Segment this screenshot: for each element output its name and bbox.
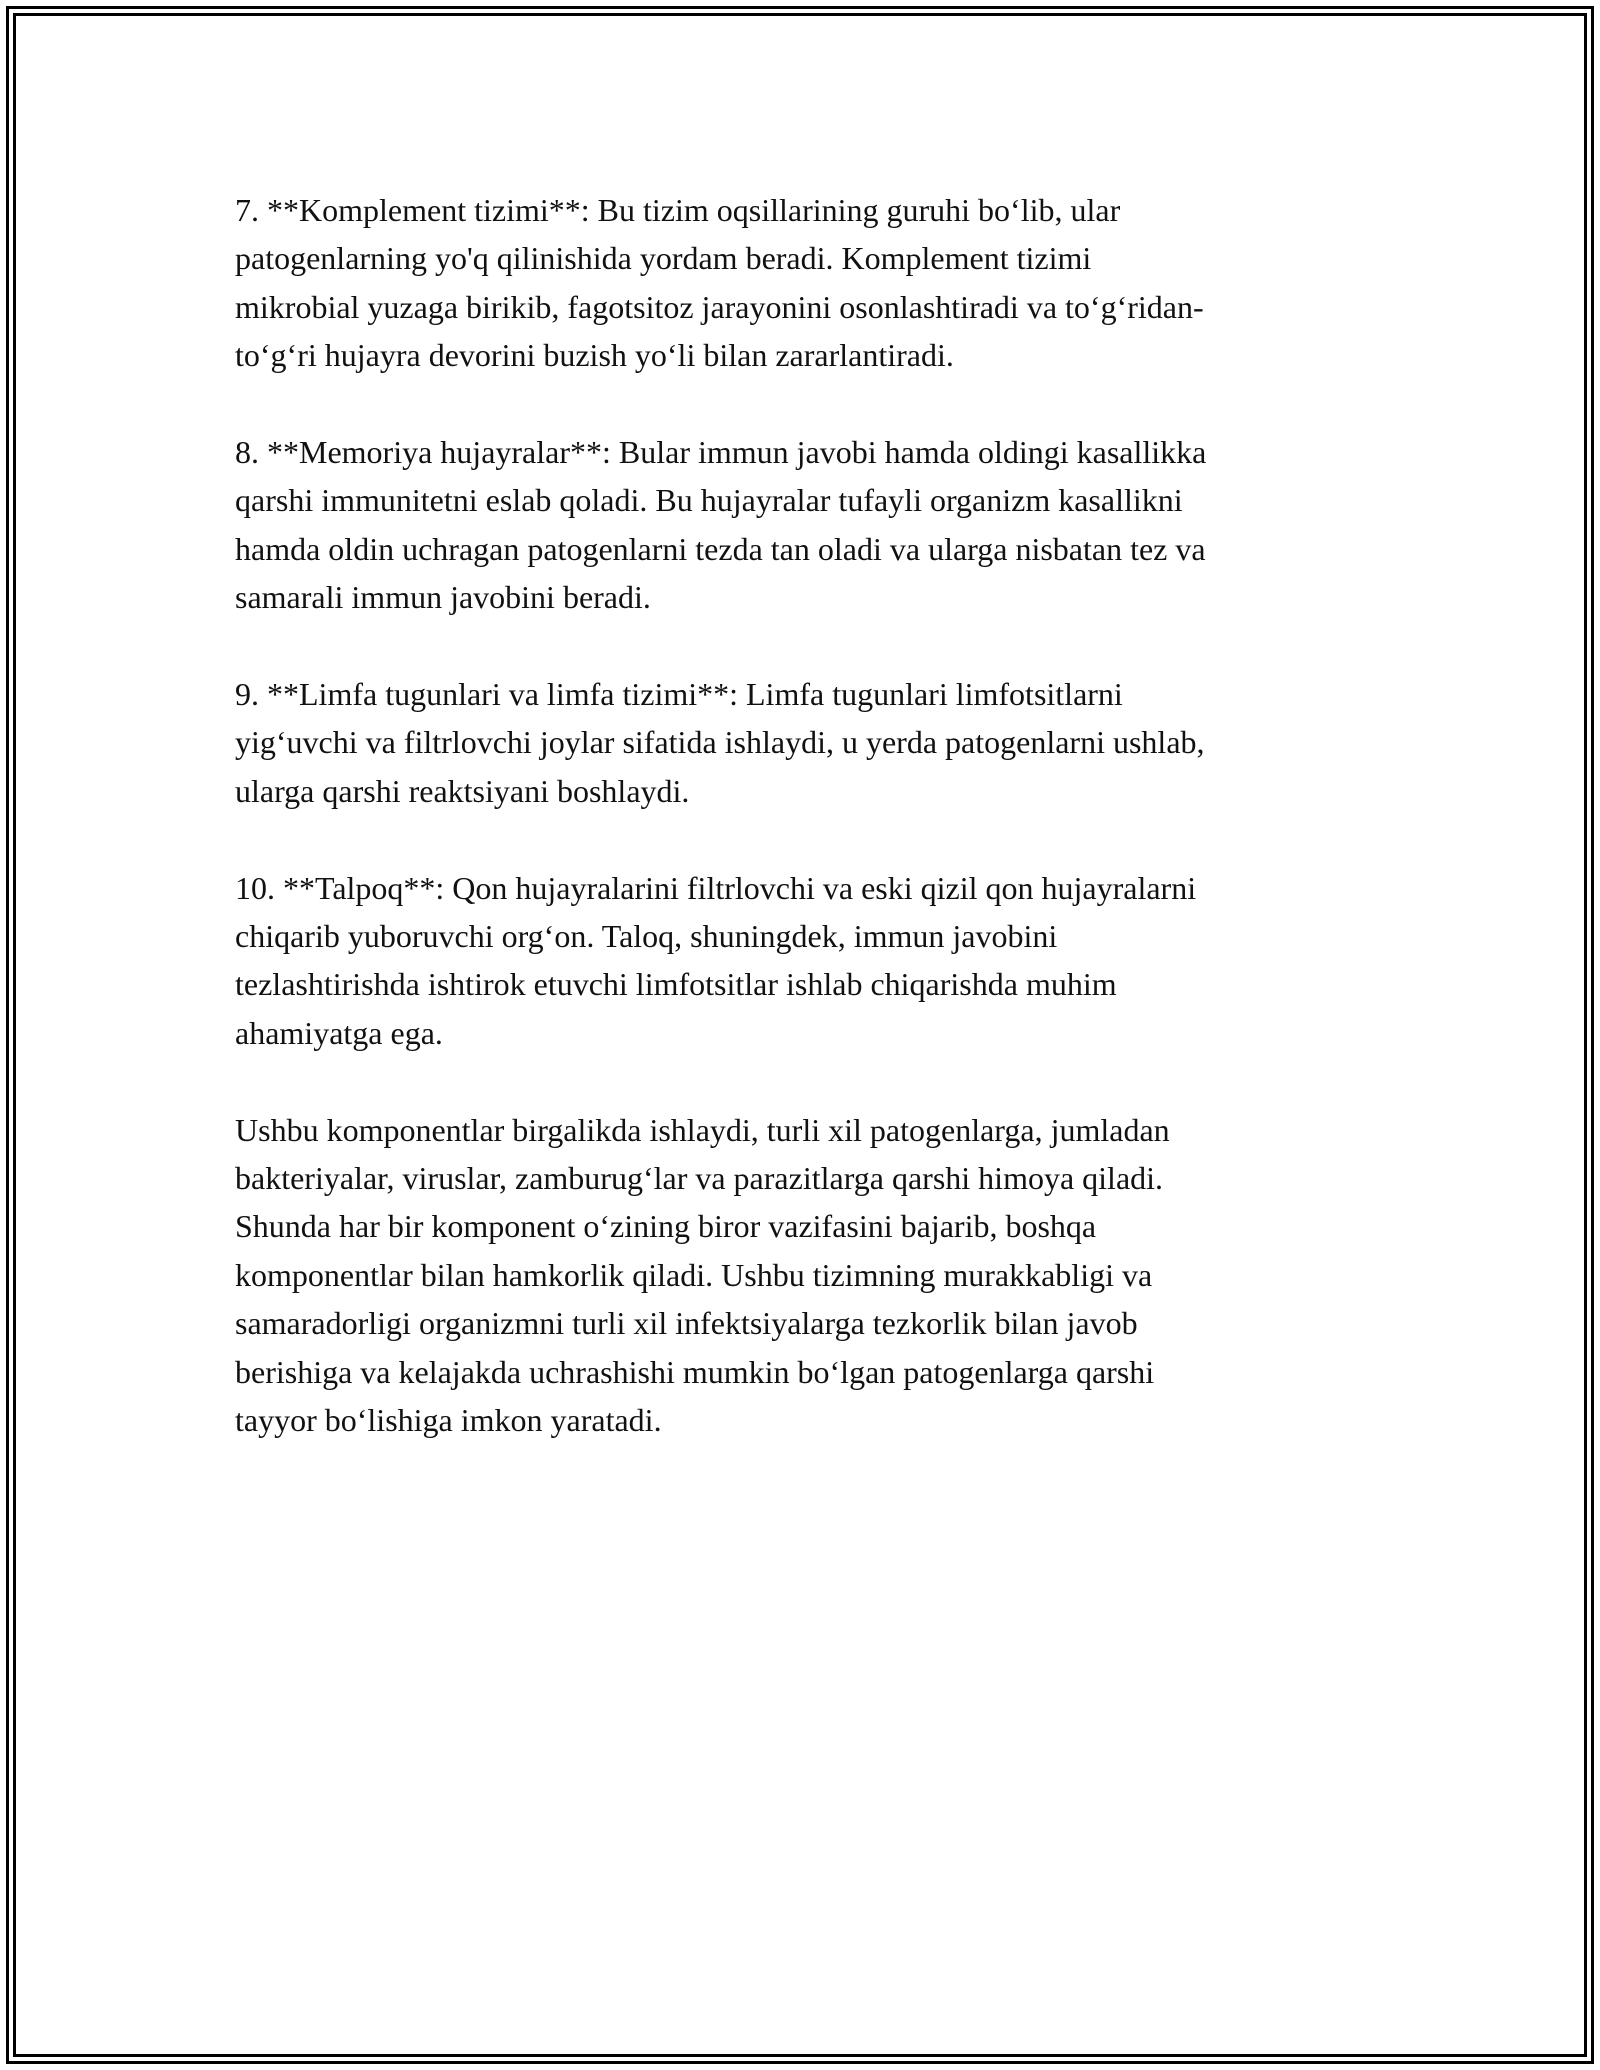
paragraph-summary (235, 1106, 1365, 1445)
text-line: ularga qarshi reaktsiyani boshlaydi. (235, 772, 690, 809)
paragraph-komplement-tizimi (235, 186, 1365, 380)
text-line: tayyor bo‘lishiga imkon yaratadi. (235, 1402, 662, 1439)
text-line: bakteriyalar, viruslar, zamburug‘lar va parazitlarga qarshi himoya qiladi. (235, 1160, 1164, 1197)
text-line: samaradorligi organizmni turli xil infektsiyalarga tezkorlik bilan javob (235, 1305, 1138, 1342)
text-line: komponentlar bilan hamkorlik qiladi. Ushbu tizimning murakkabligi va (235, 1256, 1153, 1293)
document-body (235, 186, 1365, 1445)
text-line: Shunda har bir komponent o‘zining biror vazifasini bajarib, boshqa (235, 1208, 1097, 1245)
text-line: mikrobial yuzaga birikib, fagotsitoz jarayonini osonlashtiradi va to‘g‘ridan- (235, 288, 1204, 325)
text-line: tezlashtirishda ishtirok etuvchi limfotsitlar ishlab chiqarishda muhim (235, 966, 1117, 1003)
text-line: qarshi immunitetni eslab qoladi. Bu hujayralar tufayli organizm kasallikni (235, 482, 1183, 519)
text-line: ahamiyatga ega. (235, 1014, 443, 1051)
text-line: Ushbu komponentlar birgalikda ishlaydi, turli xil patogenlarga, jumladan (235, 1111, 1170, 1148)
text-line: chiqarib yuboruvchi org‘on. Taloq, shuningdek, immun javobini (235, 918, 1058, 955)
text-line: 8. **Memoriya hujayralar**: Bular immun javobi hamda oldingi kasallikka (235, 434, 1207, 471)
text-line: patogenlarning yo'q qilinishida yordam beradi. Komplement tizimi (235, 240, 1092, 277)
text-line: 10. **Talpoq**: Qon hujayralarini filtrlovchi va eski qizil qon hujayralarni (235, 869, 1197, 906)
paragraph-limfa-tugunlari (235, 670, 1365, 815)
text-line: samarali immun javobini beradi. (235, 579, 651, 616)
text-line: 9. **Limfa tugunlari va limfa tizimi**: Limfa tugunlari limfotsitlarni (235, 676, 1123, 713)
paragraph-memoriya-hujayralar (235, 428, 1365, 622)
text-line: 7. **Komplement tizimi**: Bu tizim oqsillarining guruhi bo‘lib, ular (235, 192, 1121, 228)
text-line: to‘g‘ri hujayra devorini buzish yo‘li bilan zararlantiradi. (235, 337, 954, 374)
text-line: berishiga va kelajakda uchrashishi mumkin bo‘lgan patogenlarga qarshi (235, 1353, 1155, 1390)
paragraph-talpoq (235, 864, 1365, 1058)
text-line: yig‘uvchi va filtrlovchi joylar sifatida ishlaydi, u yerda patogenlarni ushlab, (235, 724, 1205, 761)
text-line: hamda oldin uchragan patogenlarni tezda tan oladi va ularga nisbatan tez va (235, 530, 1206, 567)
